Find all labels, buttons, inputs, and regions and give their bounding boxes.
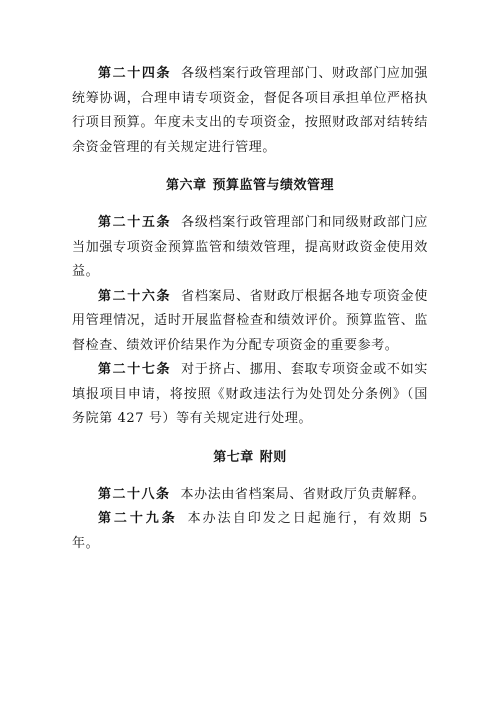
article-number: 第二十六条 — [98, 288, 172, 304]
chapter-7-heading — [72, 446, 428, 470]
article-number: 第二十九条 — [98, 511, 178, 526]
chapter-6-heading — [72, 174, 428, 198]
article-26 — [72, 285, 428, 359]
chapter-number: 第六章 — [165, 178, 207, 193]
article-25 — [72, 211, 428, 285]
article-number: 第二十五条 — [98, 215, 172, 230]
article-number: 第二十七条 — [98, 362, 172, 377]
chapter-title: 附则 — [259, 449, 287, 465]
article-29 — [72, 507, 428, 556]
article-27 — [72, 358, 428, 432]
chapter-title: 预算监管与绩效管理 — [212, 178, 335, 193]
article-text: 各级档案行政管理部门、财政部门应加强统筹协调，合理申请专项资金，督促各项目承担单位严格执行项目预算。年度未支出的专项资金，按照财政部对结转结余资金管理的有关规定进行管理。 — [72, 66, 428, 155]
document-body — [72, 62, 428, 556]
chapter-number: 第七章 — [213, 449, 254, 465]
article-24 — [72, 62, 428, 160]
article-text: 省档案局、省财政厅根据各地专项资金使用管理情况，适时开展监督检查和绩效评价。预算监管、监督检查、绩效评价结果作为分配专项资金的重要参考。 — [72, 288, 428, 353]
article-text: 对于挤占、挪用、套取专项资金或不如实填报项目申请，将按照《财政违法行为处罚处分条例》（国务院第 427 号）等有关规定进行处理。 — [72, 362, 428, 426]
article-28 — [72, 483, 428, 508]
article-text: 本办法由省档案局、省财政厅负责解释。 — [180, 486, 426, 502]
article-number: 第二十八条 — [98, 486, 171, 502]
article-text: 各级档案行政管理部门和同级财政部门应当加强专项资金预算监管和绩效管理，提高财政资金使用效益。 — [72, 215, 428, 279]
article-text: 本办法自印发之日起施行，有效期 5 年。 — [72, 511, 428, 551]
article-number: 第二十四条 — [98, 66, 172, 81]
